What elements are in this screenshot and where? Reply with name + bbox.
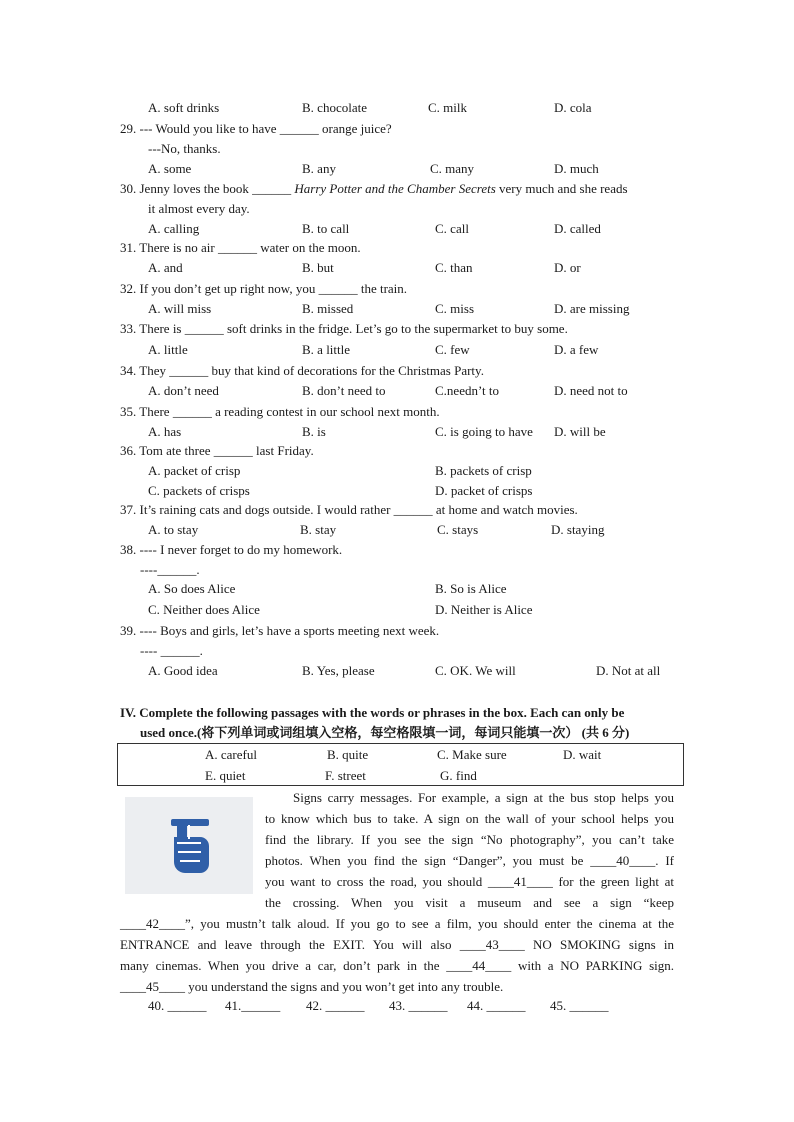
q30-book-title: Harry Potter and the Chamber Secrets <box>294 181 496 196</box>
q33-option-c[interactable]: C. few <box>435 342 470 357</box>
passage-line-6: the crossing. When you visit a museum and see a sign “keep <box>265 895 674 910</box>
q28-option-d[interactable]: D. cola <box>554 100 592 115</box>
q29-stem: 29. --- Would you like to have ______ orange juice? <box>120 121 392 136</box>
q32-option-c[interactable]: C. miss <box>435 301 475 316</box>
q30-option-d[interactable]: D. called <box>554 221 601 236</box>
q31-stem: 31. There is no air ______ water on the moon. <box>120 240 361 255</box>
q36-stem: 36. Tom ate three ______ last Friday. <box>120 443 314 458</box>
answer-blank-44[interactable]: 44. ______ <box>467 998 526 1013</box>
q33-option-d[interactable]: D. a few <box>554 342 599 357</box>
q34-option-b[interactable]: B. don’t need to <box>302 383 386 398</box>
q33-option-b[interactable]: B. a little <box>302 342 351 357</box>
q39-option-c[interactable]: C. OK. We will <box>435 663 516 678</box>
passage-line-7: ____42____”, you mustn’t talk aloud. If you go to see a film, you should enter the cinema at the <box>120 916 674 931</box>
word-box-item-g: G. find <box>440 768 477 783</box>
passage-line-2: to know which bus to take. A sign on the wall of your school helps you <box>265 811 674 826</box>
section4-heading: IV. Complete the following passages with the words or phrases in the box. Each can only be <box>120 705 625 720</box>
q29-option-a[interactable]: A. some <box>148 161 192 176</box>
passage-line-10: ____45____ you understand the signs and you won’t get into any trouble. <box>120 979 504 994</box>
q37-option-a[interactable]: A. to stay <box>148 522 199 537</box>
q29-option-d[interactable]: D. much <box>554 161 599 176</box>
q33-stem: 33. There is ______ soft drinks in the fridge. Let’s go to the supermarket to buy some. <box>120 321 568 336</box>
q28-option-b[interactable]: B. chocolate <box>302 100 367 115</box>
answer-blank-45[interactable]: 45. ______ <box>550 998 609 1013</box>
q31-option-d[interactable]: D. or <box>554 260 581 275</box>
q28-option-c[interactable]: C. milk <box>428 100 468 115</box>
q35-option-d[interactable]: D. will be <box>554 424 606 439</box>
passage-line-5: you want to cross the road, you should ____41____ for the green light at <box>265 874 674 889</box>
passage-line-9: many cinemas. When you drive a car, don’t park in the ____44____ with a NO PARKING sign. <box>120 958 674 973</box>
q37-option-d[interactable]: D. staying <box>551 522 605 537</box>
quiet-sign-image <box>125 797 253 894</box>
q37-stem: 37. It’s raining cats and dogs outside. I would rather ______ at home and watch movies. <box>120 502 578 517</box>
passage-line-1: Signs carry messages. For example, a sign at the bus stop helps you <box>293 790 674 805</box>
q31-option-a[interactable]: A. and <box>148 260 183 275</box>
q36-option-c[interactable]: C. packets of crisps <box>148 483 250 498</box>
word-box-item-d: D. wait <box>563 747 602 762</box>
q38-reply: ----______. <box>140 562 200 577</box>
q39-option-b[interactable]: B. Yes, please <box>302 663 375 678</box>
q39-option-a[interactable]: A. Good idea <box>148 663 218 678</box>
q31-option-b[interactable]: B. but <box>302 260 334 275</box>
finger-on-lips-icon <box>125 797 253 894</box>
q37-option-c[interactable]: C. stays <box>437 522 479 537</box>
q32-stem: 32. If you don’t get up right now, you ______ the train. <box>120 281 408 296</box>
q34-stem: 34. They ______ buy that kind of decorations for the Christmas Party. <box>120 363 484 378</box>
passage-line-4: photos. When you find the sign “Danger”, you must be ____40____. If <box>265 853 674 868</box>
q30-stem-end: very much and she reads <box>495 181 628 196</box>
word-box-item-b: B. quite <box>327 747 369 762</box>
q34-option-c[interactable]: C.needn’t to <box>435 383 500 398</box>
q37-option-b[interactable]: B. stay <box>300 522 337 537</box>
q35-option-c[interactable]: C. is going to have <box>435 424 533 439</box>
q39-reply: ---- ______. <box>140 643 203 658</box>
q32-option-a[interactable]: A. will miss <box>148 301 212 316</box>
q36-option-b[interactable]: B. packets of crisp <box>435 463 532 478</box>
q35-option-a[interactable]: A. has <box>148 424 182 439</box>
q29-option-b[interactable]: B. any <box>302 161 336 176</box>
q36-option-a[interactable]: A. packet of crisp <box>148 463 241 478</box>
q38-option-d[interactable]: D. Neither is Alice <box>435 602 533 617</box>
q28-option-a[interactable]: A. soft drinks <box>148 100 220 115</box>
q38-option-c[interactable]: C. Neither does Alice <box>148 602 260 617</box>
q38-option-b[interactable]: B. So is Alice <box>435 581 507 596</box>
q35-stem: 35. There ______ a reading contest in our school next month. <box>120 404 440 419</box>
q29-reply: ---No, thanks. <box>148 141 221 156</box>
word-box-item-e: E. quiet <box>205 768 246 783</box>
q39-stem: 39. ---- Boys and girls, let’s have a sports meeting next week. <box>120 623 440 638</box>
q39-option-d[interactable]: D. Not at all <box>596 663 661 678</box>
q30-stem <box>120 181 628 197</box>
q29-option-c[interactable]: C. many <box>430 161 475 176</box>
answer-blank-41[interactable]: 41.______ <box>225 998 281 1013</box>
passage-line-3: find the library. If you see the sign “No photography”, you can’t take <box>265 832 674 847</box>
q30-stem-start: 30. Jenny loves the book ______ <box>120 181 295 196</box>
answer-blank-43[interactable]: 43. ______ <box>389 998 448 1013</box>
q36-option-d[interactable]: D. packet of crisps <box>435 483 533 498</box>
word-box-item-c: C. Make sure <box>437 747 507 762</box>
q38-stem: 38. ---- I never forget to do my homework. <box>120 542 343 557</box>
q32-option-d[interactable]: D. are missing <box>554 301 630 316</box>
q31-option-c[interactable]: C. than <box>435 260 473 275</box>
q34-option-a[interactable]: A. don’t need <box>148 383 219 398</box>
passage-line-8: ENTRANCE and leave through the EXIT. You will also ____43____ NO SMOKING signs in <box>120 937 674 952</box>
q33-option-a[interactable]: A. little <box>148 342 188 357</box>
word-box-item-f: F. street <box>325 768 366 783</box>
word-box-item-a: A. careful <box>205 747 257 762</box>
q35-option-b[interactable]: B. is <box>302 424 326 439</box>
answer-blank-42[interactable]: 42. ______ <box>306 998 365 1013</box>
q30-stem-line2: it almost every day. <box>148 201 250 216</box>
q32-option-b[interactable]: B. missed <box>302 301 354 316</box>
answer-blank-40[interactable]: 40. ______ <box>148 998 207 1013</box>
q34-option-d[interactable]: D. need not to <box>554 383 628 398</box>
q38-option-a[interactable]: A. So does Alice <box>148 581 236 596</box>
section4-heading-line2: used once.(将下列单词或词组填入空格，每空格限填一词，每词只能填一次） (共 6 分) <box>140 725 630 740</box>
q30-option-c[interactable]: C. call <box>435 221 469 236</box>
q30-option-b[interactable]: B. to call <box>302 221 350 236</box>
q30-option-a[interactable]: A. calling <box>148 221 200 236</box>
